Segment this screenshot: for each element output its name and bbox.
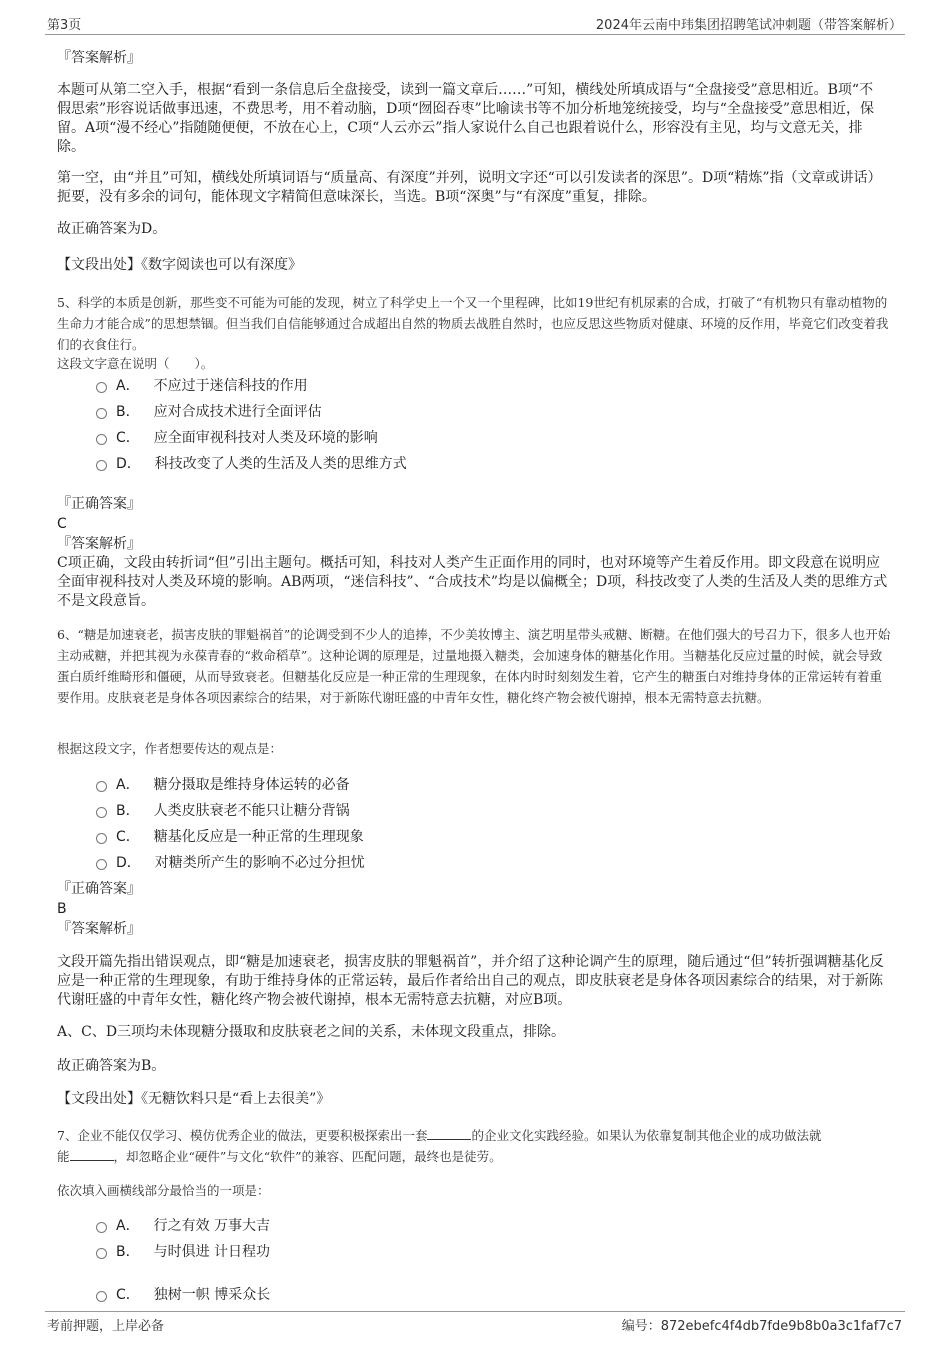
analysis-paragraph-1: 本题可从第二空入手，根据“看到一条信息后全盘接受，读到一篇文章后……”可知，横线处所填成语与“全盘接受”意思相近。B项“不假思索”形容说话做事迅速，不费思考，用不着动脑，D项“囫囵吞枣”比喻读书等不加分析地笼统接受，均与“全盘接受”意思相近，保留。A项“漫不经心”指随随便便，不放在心上，C项“人云亦云”指人家说什么自己也跟着说什么，形容没有主见，均与文意无关，排除。 [57,82,875,155]
final-answer: 故正确答案为D。 [57,221,167,237]
fill-blank [427,1139,471,1140]
q6-analysis-label: 『答案解析』 [57,921,141,937]
option-letter: D． [116,855,141,871]
option-text: 人类皮肤衰老不能只让糖分背锅 [153,803,350,819]
q6-analysis-2: A、C、D三项均未体现糖分摄取和皮肤衰老之间的关系，未体现文段重点，排除。 [57,1024,566,1040]
analysis-label: 『答案解析』 [57,50,141,66]
q6-option-b[interactable] [96,800,350,820]
option-letter: A． [116,1218,140,1234]
radio-icon[interactable] [96,781,107,792]
q7-stem-part: 7、企业不能仅仅学习、模仿优秀企业的做法，更要积极探索出一套 [57,1128,428,1143]
q5-option-b[interactable] [96,401,322,421]
q6-answer: B [57,901,67,917]
q7-option-a[interactable] [96,1215,270,1235]
header-divider [45,34,905,35]
q5-analysis-label: 『答案解析』 [57,536,141,552]
fill-blank [70,1160,114,1161]
option-text: 科技改变了人类的生活及人类的思维方式 [154,456,407,472]
option-text: 糖基化反应是一种正常的生理现象 [153,829,364,845]
radio-icon[interactable] [96,434,107,445]
q7-option-b[interactable] [96,1241,270,1261]
option-text: 应对合成技术进行全面评估 [153,404,322,420]
radio-icon[interactable] [96,1291,107,1302]
option-letter: D． [116,456,141,472]
q6-option-d[interactable] [96,852,365,872]
q5-analysis: C项正确，文段由转折词“但”引出主题句。概括可知，科技对人类产生正面作用的同时，也对环境等产生着反作用。即文段意在说明应全面审视科技对人类及环境的影响。AB两项，“迷信科技”、“合成技术”均是以偏概全；D项，科技改变了人类的生活及人类的思维方式不是文段意旨。 [57,555,888,609]
radio-icon[interactable] [96,807,107,818]
q7-stem-part: 的企业文化实践经验。如果认为依靠复制其他企业的成功做法就 [471,1128,822,1143]
option-text: 应全面审视科技对人类及环境的影响 [153,430,378,446]
question-7-prompt: 依次填入画横线部分最恰当的一项是： [57,1183,270,1198]
q5-option-d[interactable] [96,453,407,473]
q6-analysis-1: 文段开篇先指出错误观点，即“糖是加速衰老，损害皮肤的罪魁祸首”，并介绍了这种论调产生的原理，随后通过“但”转折强调糖基化反应是一种正常的生理现象，有助于维持身体的正常运转，最后作者给出自己的观点，即皮肤衰老是身体各项因素综合的结果，对于新陈代谢旺盛的中青年女性，糖化终产物会被代谢掉，根本无需特意去抗糖，对应B项。 [57,954,884,1008]
document-title: 2024年云南中玮集团招聘笔试冲刺题（带答案解析） [595,18,902,33]
q6-option-c[interactable] [96,826,364,846]
page-number: 第3页 [47,18,82,33]
radio-icon[interactable] [96,833,107,844]
radio-icon[interactable] [96,382,107,393]
option-text: 对糖类所产生的影响不必过分担忧 [154,855,365,871]
option-text: 不应过于迷信科技的作用 [153,378,308,394]
radio-icon[interactable] [96,859,107,870]
q6-answer-label: 『正确答案』 [57,881,141,897]
radio-icon[interactable] [96,1222,107,1233]
option-text: 糖分摄取是维持身体运转的必备 [153,777,350,793]
question-7-stem [57,1125,892,1167]
q5-option-a[interactable] [96,375,308,395]
analysis-paragraph-2: 第一空，由“并且”可知，横线处所填词语与“质量高、有深度”并列，说明文字还“可以引发读者的深思”。D项“精炼”指（文章或讲话）扼要，没有多余的词句，能体现文字精简但意味深长，当选。B项“深奥”与“有深度”重复，排除。 [57,170,882,205]
option-letter: C． [116,430,140,446]
option-letter: B． [116,404,140,420]
option-letter: A． [116,777,140,793]
q6-final-answer: 故正确答案为B。 [57,1058,166,1074]
q5-answer: C [57,516,67,532]
option-text: 独树一帜 博采众长 [153,1287,271,1303]
radio-icon[interactable] [96,408,107,419]
question-5-stem: 5、科学的本质是创新，那些变不可能为可能的发现，树立了科学史上一个又一个里程碑，比如19世纪有机尿素的合成，打破了“有机物只有靠动植物的生命力才能合成”的思想禁锢。但当我们自信能够通过合成超出自然的物质去战胜自然时，也应反思这些物质对健康、环境的反作用，毕竟它们改变着我们的衣食住行。 [57,295,889,352]
q5-option-c[interactable] [96,427,378,447]
q5-answer-label: 『正确答案』 [57,496,141,512]
q7-stem-part: ，却忽略企业“硬件”与文化“软件”的兼容、匹配问题，最终也是徒劳。 [113,1149,502,1164]
option-text: 与时俱进 计日程功 [153,1244,271,1260]
option-letter: B． [116,803,140,819]
option-letter: C． [116,829,140,845]
q7-stem-part: 能 [57,1149,70,1164]
radio-icon[interactable] [96,460,107,471]
q6-source-citation: 【文段出处】《无糖饮料只是“看上去很美”》 [57,1091,331,1107]
option-letter: A． [116,378,140,394]
document-id: 编号：872ebefc4f4db7fde9b8b0a3c1faf7c7 [621,1319,902,1334]
question-6-prompt: 根据这段文字，作者想要传达的观点是： [57,741,283,756]
footer-slogan: 考前押题，上岸必备 [47,1319,165,1334]
question-5-prompt: 这段文字意在说明（ ）。 [57,356,214,371]
option-letter: C． [116,1287,140,1303]
q7-option-c[interactable] [96,1284,270,1304]
source-citation: 【文段出处】《数字阅读也可以有深度》 [57,257,302,273]
option-text: 行之有效 万事大吉 [153,1218,271,1234]
footer-divider [45,1311,905,1312]
option-letter: B． [116,1244,140,1260]
radio-icon[interactable] [96,1248,107,1259]
question-6-stem: 6、“糖是加速衰老，损害皮肤的罪魁祸首”的论调受到不少人的追捧，不少美妆博主、演艺明星带头戒糖、断糖。在他们强大的号召力下，很多人也开始主动戒糖，并把其视为永葆青春的“救命稻草”。这种论调的原理是，过量地摄入糖类，会加速身体的糖基化作用。当糖基化反应过量的时候，就会导致蛋白质纤维畸形和僵硬，从而导致衰老。但糖基化反应是一种正常的生理现象，在体内时时刻刻发生着，它产生的糖蛋白对维持身体的正常运转有着重要作用。皮肤衰老是身体各项因素综合的结果，对于新陈代谢旺盛的中青年女性，糖化终产物会被代谢掉，根本无需特意去抗糖。 [57,627,891,705]
q6-option-a[interactable] [96,774,350,794]
